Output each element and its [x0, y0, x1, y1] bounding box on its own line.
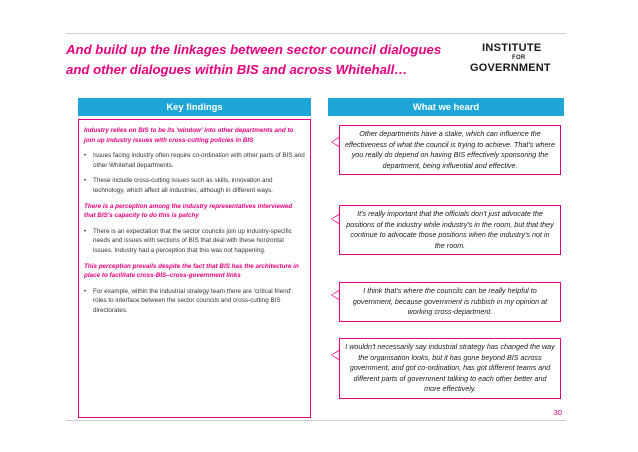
quote-box: I think that's where the councils can be really helpful to government, because government is rubbish in my opinion at working cross-department.: [339, 282, 561, 322]
finding-list: [84, 287, 305, 316]
quote-pointer-arrow: [331, 290, 339, 300]
key-findings-header: Key findings: [78, 98, 311, 116]
finding-heading: This perception prevails despite the fact that BIS has the architecture in place to facilitate cross-BIS–cross-government links: [84, 262, 299, 280]
logo-line-1: INSTITUTE: [482, 42, 542, 54]
quote-box: It's really important that the officials don't just advocate the positions of the industry while industry's in the room, but that they continue to advocate those positions when the industry's not in the room.: [339, 205, 561, 255]
quote-box: I wouldn't necessarily say industrial strategy has changed the way the organisation looks, but it has gone beyond BIS across government, and got co-ordination, has got different teams and different parts of government talking to each other better and more effectively.: [339, 338, 561, 399]
finding-bullet: • For example, within the industrial strategy team there are 'critical friend' roles to interface between the sector councils and cross-cutting BIS directorates.: [84, 287, 305, 316]
finding-list: [84, 227, 305, 256]
top-rule: [66, 33, 566, 34]
logo-line-2: FOR: [512, 55, 526, 61]
key-findings-box: [78, 119, 311, 418]
logo-line-3: GOVERNMENT: [470, 62, 551, 74]
bottom-rule: [66, 420, 566, 421]
slide-title: And build up the linkages between sector council dialogues and other dialogues within BIS and across Whitehall…: [66, 42, 442, 77]
finding-heading: There is a perception among the industry representatives interviewed that BIS's capacity to do this is patchy: [84, 202, 293, 220]
quote-pointer-arrow: [331, 214, 339, 224]
finding-list: [84, 151, 305, 195]
quote-pointer-arrow: [331, 350, 339, 360]
page-number: 30: [553, 408, 562, 417]
finding-bullet: • Issues facing industry often require co-ordination with other parts of BIS and other Whitehall departments.: [84, 151, 305, 170]
quote-pointer-arrow: [331, 137, 339, 147]
finding-bullet: • There is an expectation that the sector councils join up industry-specific needs and issues with sections of BIS that deal with these horizontal issues. Industry had a perception that this was not happening.: [84, 227, 305, 256]
what-we-heard-header: What we heard: [328, 98, 564, 116]
institute-for-government-logo: [470, 42, 560, 74]
quote-box: Other departments have a stake, which can influence the effectiveness of what the council is trying to achieve. That's where you really do depend on having BIS effectively sponsoring the department, being influential and effective.: [339, 125, 561, 175]
finding-heading: Industry relies on BIS to be its 'window' into other departments and to join up industry issues with cross-cutting policies in BIS: [84, 127, 294, 144]
finding-bullet: • These include cross-cutting issues such as skills, innovation and technology, which affect all industries, although in different ways.: [84, 176, 305, 195]
